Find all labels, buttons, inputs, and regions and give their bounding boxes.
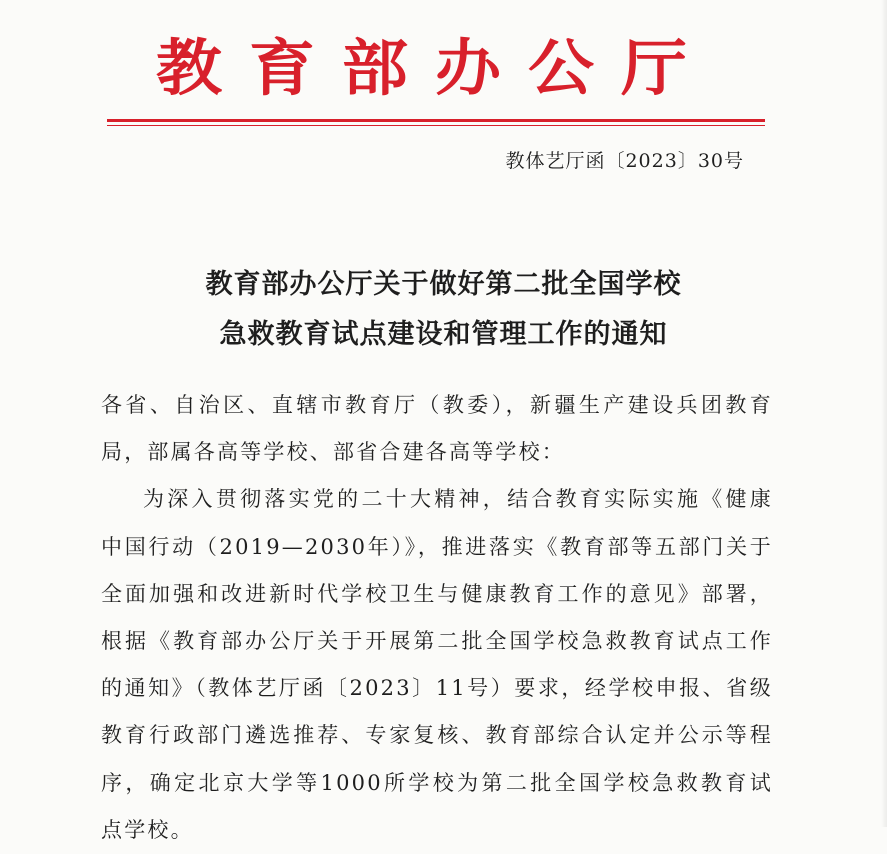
body-line-10: 点学校。 (101, 817, 194, 842)
page-edge-shadow (881, 0, 887, 827)
body-line-9: 序，确定北京大学等1000所学校为第二批全国学校急救教育试 (101, 770, 773, 795)
red-divider-thin (107, 125, 765, 126)
body-line-4: 中国行动（2019—2030年）》，推进落实《教育部等五部门关于 (101, 534, 773, 559)
body-line-5: 全面加强和改进新时代学校卫生与健康教育工作的意见》部署， (101, 581, 773, 606)
body-line-7: 的通知》（教体艺厅函〔2023〕11号）要求，经学校申报、省级 (101, 676, 773, 701)
document-number: 教体艺厅函〔2023〕30号 (505, 150, 744, 172)
body-line-8: 教育行政部门遴选推荐、专家复核、教育部综合认定并公示等程 (101, 723, 773, 748)
document-title-line-1: 教育部办公厅关于做好第二批全国学校 (205, 269, 682, 300)
body-line-6: 根据《教育部办公厅关于开展第二批全国学校急救教育试点工作 (101, 628, 773, 653)
red-divider-thick (107, 119, 765, 122)
document-body (101, 382, 773, 854)
issuer-masthead: 教育部办公厅 (156, 32, 714, 104)
body-line-2: 局，部属各高等学校、部省合建各高等学校： (101, 440, 565, 465)
body-line-1: 各省、自治区、直辖市教育厅（教委），新疆生产建设兵团教育 (101, 393, 773, 417)
body-line-3: 为深入贯彻落实党的二十大精神，结合教育实际实施《健康 (143, 487, 773, 512)
document-title-line-2: 急救教育试点建设和管理工作的通知 (219, 319, 668, 350)
